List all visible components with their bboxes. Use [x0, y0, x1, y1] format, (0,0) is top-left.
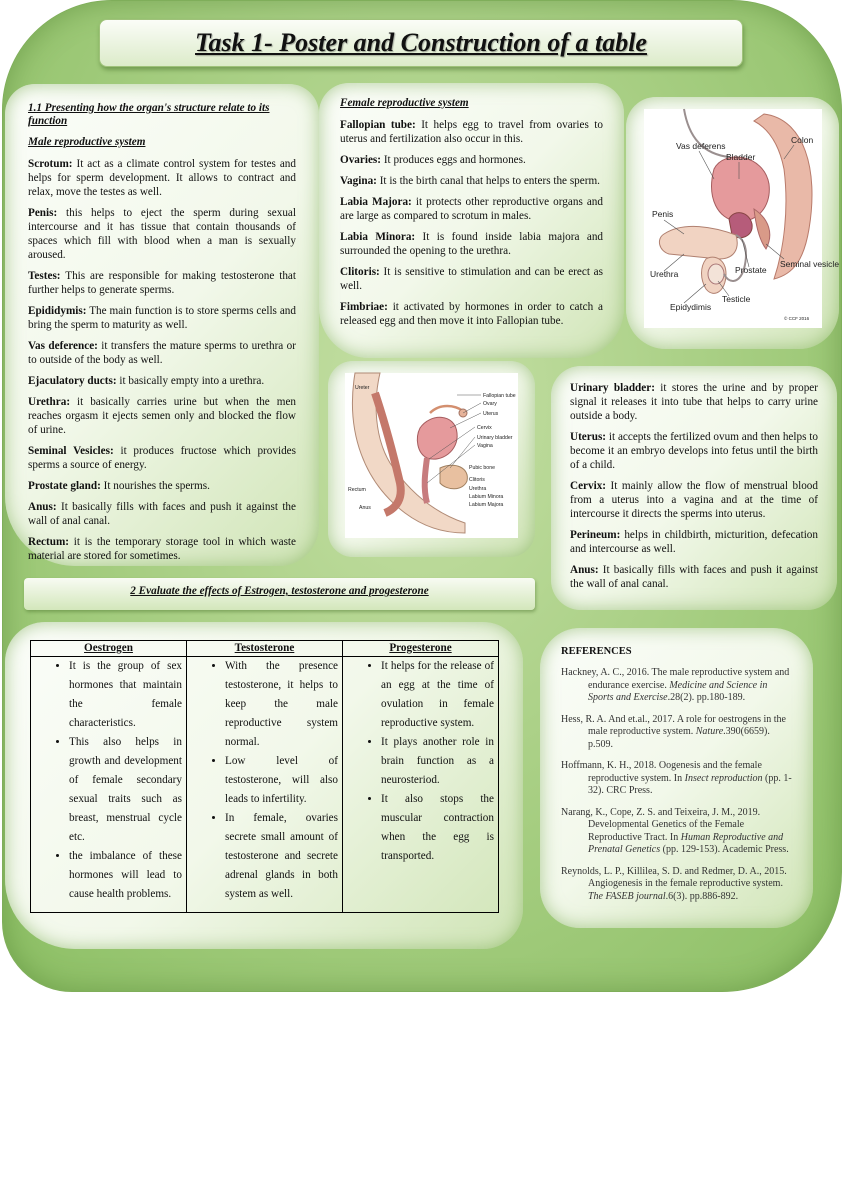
list-item — [28, 479, 296, 493]
list-item: • This also helps in growth and development of female secondary sexual traits such as breast, menstrual cycle etc. — [69, 733, 182, 847]
male-system-panel — [5, 84, 319, 566]
list-item: • the imbalance of these hormones will lead to cause health problems. — [69, 847, 182, 904]
list-item — [570, 563, 818, 591]
organ-description: it is the temporary storage tool in which waste material are stored for sometimes. — [28, 536, 296, 562]
reference-source: Insect reproduction — [684, 772, 763, 784]
organ-description: It helps egg to travel from ovaries to uterus and fertilization also occur in this. — [340, 119, 603, 145]
table-cell — [343, 657, 499, 913]
bullet-list — [187, 657, 338, 904]
reference-text: Hackney, A. C., 2016. The male reproductive system and endurance exercise. — [561, 667, 790, 691]
label-seminal-vesicle: Seminal vesicle — [780, 259, 840, 269]
label-fallopian-tube: Fallopian tube — [483, 393, 516, 399]
reference-text: Hoffmann, K. H., 2018. Oogenesis and the female reproductive system. In — [561, 760, 762, 784]
organ-description: it accepts the fertilized ovum and then helps to become it an embryo develops into fetus until the birth of a child. — [570, 431, 818, 471]
organ-description: This are responsible for making testosterone that further helps to generate sperms. — [28, 270, 296, 296]
label-penis: Penis — [652, 209, 674, 219]
bullet-list — [343, 657, 494, 866]
list-item — [340, 195, 603, 223]
reference-text: (pp. 1-32). CRC Press. — [588, 772, 792, 796]
male-organ-list — [28, 157, 296, 563]
label-clitoris: Clitoris — [469, 477, 485, 483]
organ-description: It basically fills with faces and push it against the wall of anal canal. — [28, 501, 296, 527]
reference-text: Reynolds, L. P., Killilea, S. D. and Redmer, D. A., 2015. Angiogenesis in the female reproductive system. — [561, 865, 787, 889]
organ-term: Labia Majora: — [340, 196, 412, 208]
organ-term: Anus: — [28, 501, 57, 513]
reference-text: .6(3). pp.886-892. — [665, 890, 739, 902]
organ-description: It is found inside labia majora and surrounded the opening to the urethra. — [340, 231, 604, 257]
organ-description: it produces fructose which provides sperms a source of energy. — [28, 445, 296, 471]
label-urinary-bladder: Urinary bladder — [477, 435, 513, 441]
list-item — [28, 339, 296, 367]
diagram-credit: © CCF 2016 — [784, 316, 810, 321]
organ-term: Fallopian tube: — [340, 119, 416, 131]
list-item — [570, 381, 818, 423]
list-item: • Low level of testosterone, will also leads to infertility. — [225, 752, 338, 809]
organ-term: Ovaries: — [340, 154, 382, 166]
bullet-list — [31, 657, 182, 904]
reference-text: .28(2). pp.180-189. — [667, 692, 746, 703]
reference-text: Hess, R. A. And et.al., 2017. A role for oestrogens in the male reproductive system. — [561, 713, 786, 737]
female-anatomy-illustration — [345, 373, 518, 538]
label-cervix: Cervix — [477, 425, 492, 431]
organ-term: Penis: — [28, 207, 58, 219]
evaluate-title: 2 Evaluate the effects of Estrogen, testosterone and progesterone — [130, 585, 429, 597]
label-anus: Anus — [359, 505, 371, 511]
table-cell — [31, 657, 187, 913]
label-urethra-f: Urethra — [469, 486, 487, 492]
organ-term: Urethra: — [28, 396, 71, 408]
organ-description: It nourishes the sperms. — [100, 480, 210, 492]
organ-description: The main function is to store sperms cells and bring the sperm to maturity as well. — [28, 305, 296, 331]
label-colon: Colon — [791, 135, 814, 145]
list-item: • In female, ovaries secrete small amount of testosterone and secrete adrenal glands in both system as well. — [225, 809, 338, 904]
label-vagina: Vagina — [477, 443, 493, 449]
list-item — [570, 430, 818, 472]
list-item — [570, 479, 818, 521]
list-item: • It helps for the release of an egg at the time of ovulation in female reproductive system. — [381, 657, 494, 733]
organ-term: Clitoris: — [340, 266, 380, 278]
hormone-table-panel — [5, 622, 523, 949]
list-item — [28, 374, 296, 388]
organ-term: Rectum: — [28, 536, 70, 548]
list-item — [28, 535, 296, 563]
organ-term: Cervix: — [570, 480, 607, 492]
list-item — [340, 153, 603, 167]
organ-description: it basically empty into a urethra. — [116, 375, 265, 387]
list-item — [28, 304, 296, 332]
organ-term: Perineum: — [570, 529, 621, 541]
title-banner — [99, 19, 743, 67]
header-testosterone: Testosterone — [187, 641, 343, 657]
label-ovary: Ovary — [483, 401, 497, 407]
organ-description: It act as a climate control system for testes and helps for sperm development. It allows to contract and relax, move the testes as well. — [28, 158, 296, 198]
label-testicle: Testicle — [722, 294, 751, 304]
list-item: • With the presence testosterone, it helps to keep the male reproductive system normal. — [225, 657, 338, 752]
reference-list — [561, 667, 792, 903]
reference-text: Narang, K., Cope, Z. S. and Teixeira, J. M., 2019. Developmental Genetics of the Female Reproductive Tract. In — [561, 806, 761, 843]
organ-description: It mainly allow the flow of menstrual blood from a uterus into a vagina and at the time of intercourse it directs the sperms into uterus. — [570, 480, 818, 520]
organ-term: Vagina: — [340, 175, 377, 187]
label-prostate: Prostate — [735, 265, 767, 275]
organ-description: it basically carries urine but when the men reaches orgasm it ejects semen only and blocked the flow of urine. — [28, 396, 296, 436]
female-heading: Female reproductive system — [340, 97, 469, 109]
reference-text: (pp. 129-153). Academic Press. — [660, 844, 789, 855]
header-progesterone: Progesterone — [343, 641, 499, 657]
reference-item — [561, 714, 792, 752]
table-cell — [187, 657, 343, 913]
list-item — [28, 395, 296, 437]
list-item — [570, 528, 818, 556]
references-title: REFERENCES — [561, 646, 632, 657]
reference-source: The FASEB journal — [588, 890, 666, 902]
list-item — [28, 444, 296, 472]
list-item — [28, 269, 296, 297]
label-rectum: Rectum — [348, 487, 366, 493]
list-item — [340, 174, 603, 188]
reference-item — [561, 760, 792, 798]
label-bladder: Bladder — [726, 152, 756, 162]
reference-source: Human Reproductive and Prenatal Genetics — [588, 831, 784, 855]
list-item — [28, 206, 296, 262]
label-labium-majora: Labium Majora — [469, 502, 504, 508]
references-panel — [540, 628, 813, 928]
male-diagram-panel — [626, 97, 839, 349]
list-item — [340, 118, 603, 146]
organ-description: it activated by hormones in order to catch a released egg and then move it into Fallopian tube. — [340, 301, 603, 327]
list-item: • It plays another role in brain function as a neurosteriod. — [381, 733, 494, 790]
reference-item — [561, 866, 792, 904]
list-item: • It also stops the muscular contraction when the egg is transported. — [381, 790, 494, 866]
reference-item — [561, 667, 792, 705]
organ-term: Seminal Vesicles: — [28, 445, 114, 457]
label-vas-deferens: Vas deferens — [676, 141, 726, 151]
list-item — [28, 500, 296, 528]
male-subheading: Male reproductive system — [28, 136, 146, 148]
organ-description: it stores the urine and by proper signal it releases it into tube that helps to carry urine outside a body. — [570, 382, 818, 422]
organ-term: Prostate gland: — [28, 480, 101, 492]
organ-term: Vas deference: — [28, 340, 98, 352]
organ-term: Ejaculatory ducts: — [28, 375, 117, 387]
reference-text: .390(6659). p.509. — [588, 726, 770, 750]
list-item — [28, 157, 296, 199]
organ-term: Labia Minora: — [340, 231, 416, 243]
list-item: • It is the group of sex hormones that maintain the female characteristics. — [69, 657, 182, 733]
organ-term: Fimbriae: — [340, 301, 388, 313]
organ-description: It is the birth canal that helps to enters the sperm. — [376, 175, 600, 187]
organ-description: it transfers the mature sperms to urethra or to outside of the body as well. — [28, 340, 296, 366]
male-anatomy-illustration — [644, 109, 840, 328]
organ-description: this helps to eject the sperm during sexual intercourse and it has tissue that contain thousands of spaces which fill with blood when a man is sexually aroused. — [28, 207, 296, 261]
female-organs-panel — [551, 366, 837, 610]
hormone-table — [30, 640, 499, 913]
label-ureter: Ureter — [355, 385, 370, 391]
female-diagram-panel — [328, 361, 535, 557]
organ-term: Uterus: — [570, 431, 607, 443]
organ-description: helps in childbirth, micturition, defecation and intercourse as well. — [570, 529, 818, 555]
organ-description: It basically fills with faces and push it against the wall of anal canal. — [570, 564, 818, 590]
list-item — [340, 300, 603, 328]
reference-item — [561, 807, 792, 857]
reference-source: Medicine and Science in Sports and Exercise — [588, 679, 768, 703]
reference-source: Nature — [695, 726, 724, 737]
label-urethra: Urethra — [650, 269, 679, 279]
female-organ-list-2 — [570, 381, 818, 591]
organ-description: It produces eggs and hormones. — [381, 154, 526, 166]
header-oestrogen: Oestrogen — [31, 641, 187, 657]
organ-term: Urinary bladder: — [570, 382, 655, 394]
table-row — [31, 657, 499, 913]
list-item — [340, 265, 603, 293]
organ-term: Testes: — [28, 270, 61, 282]
organ-term: Scrotum: — [28, 158, 73, 170]
poster-title: Task 1- Poster and Construction of a table — [195, 28, 647, 57]
organ-term: Epididymis: — [28, 305, 87, 317]
section-heading: 1.1 Presenting how the organ's structure relate to its function — [28, 102, 270, 127]
label-epidydimis: Epidydimis — [670, 302, 712, 312]
label-labium-minora: Labium Minora — [469, 494, 504, 500]
female-organ-list — [340, 118, 603, 328]
evaluate-banner — [24, 578, 535, 610]
female-system-panel — [319, 83, 624, 358]
label-uterus: Uterus — [483, 411, 499, 417]
label-pubic-bone: Pubic bone — [469, 465, 495, 471]
organ-description: it protects other reproductive organs and are large as compared to scrotum in males. — [340, 196, 603, 222]
organ-description: It is sensitive to stimulation and can be erect as well. — [340, 266, 603, 292]
organ-term: Anus: — [570, 564, 599, 576]
list-item — [340, 230, 603, 258]
